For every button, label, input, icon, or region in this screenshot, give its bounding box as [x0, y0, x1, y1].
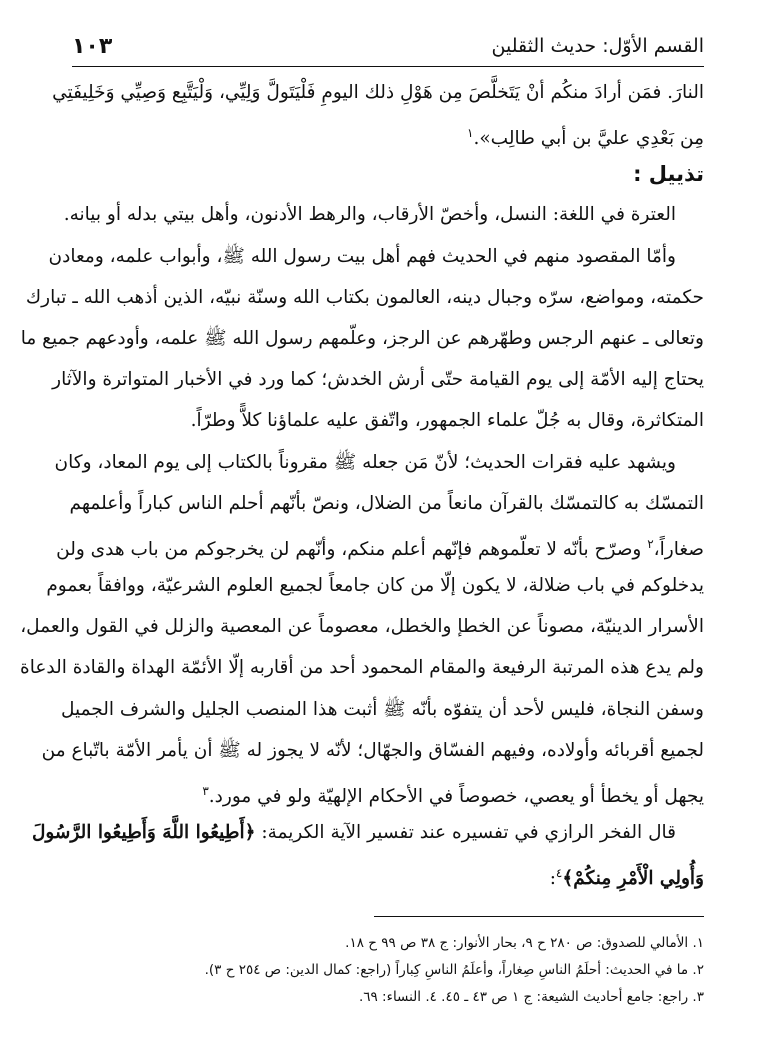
text-segment: صغاراً، [653, 539, 704, 561]
text-segment: وصرّح بأنّه لا تعلّموهم فإنّهم أعلم منكم، وأنّهم لن يخرجوكم من باب هدى ولن [56, 539, 648, 561]
footnote-divider [374, 916, 704, 917]
text-line: النارَ. فمَن أرادَ منكُم أنْ يَتَخلَّصَ مِن هَوْلِ ذلك اليومِ فَلْيَتَولَّ وَلِيِّي، وَلْيَتَّبِع وَصِيِّي وَخَلِيفَتِي [52, 82, 704, 103]
quran-verse: وَأُولِي الْأَمْرِ مِنكُمْ﴾ [562, 868, 704, 890]
running-header [72, 26, 704, 67]
text-segment: مِن بَعْدِي عليَّ بن أبي طالِب». [473, 128, 704, 150]
text-line: حكمته، ومواضع، سرّه وجبال دينه، العالمون بكتاب الله وسنّة نبيّه، الذين أذهب الله ـ تبارك [25, 286, 704, 308]
text-line: وتعالى ـ عنهم الرجس وطهّرهم عن الرجز، وعلّمهم رسول الله ﷺ علمه، وأودعهم جميع ما [20, 327, 704, 349]
text-line: وسفن النجاة، فليس لأحد أن يتفوّه بأنّه ﷺ أثبت هذا المنصب الجليل والشرف الجميل [61, 698, 704, 720]
footnote: ١. الأمالي للصدوق: ص ٢٨٠ ح ٩، بحار الأنوار: ج ٣٨ ص ٩٩ ح ١٨. [345, 935, 704, 951]
footnote: ٢. ما في الحديث: أحلَمُ الناسِ صِغاراً، وأعلَمُ الناسِ كِباراً (راجع: كمال الدين: ص ٢٥٤ ح ٣). [204, 962, 704, 978]
footnote: ٣. راجع: جامع أحاديث الشيعة: ج ١ ص ٤٣ ـ ٤٥. ٤. النساء: ٦٩. [358, 989, 704, 1005]
text-line: التمسّك به كالتمسّك بالقرآن مانعاً من الضلال، ونصّ بأنّهم أحلم الناس كباراً وأعلمهم [69, 492, 704, 514]
text-line: الأسرار الدينيّة، مصوناً عن الخطإ والخطل، معصوماً عن المعصية والزلل في القول والعمل، [20, 616, 704, 638]
text-line [72, 113, 704, 154]
text-segment: : [549, 868, 556, 890]
page-number: ١٠٣ [72, 33, 113, 59]
text-line [72, 853, 704, 894]
text-line: لجميع أقربائه وأولاده، وفيهم الفسّاق والجهّال؛ لأنّه لا يجوز له ﷺ أن يأمر الأمّة باتّباع من [41, 739, 704, 761]
text-segment: قال الفخر الرازي في تفسيره عند تفسير الآية الكريمة: [255, 822, 676, 844]
text-line [72, 771, 704, 812]
text-line: وأمّا المقصود منهم في الحديث فهم أهل بيت رسول الله ﷺ، وأبواب علمه، ومعادن [48, 245, 676, 267]
text-line: العترة في اللغة: النسل، وأخصّ الأرقاب، والرهط الأدنون، وأهل بيتي بدله أو بيانه. [63, 204, 676, 226]
section-heading: تذييل : [633, 162, 704, 187]
footnote-marker: ٣ [202, 784, 209, 798]
text-line [31, 812, 704, 853]
text-line: يحتاج إليه الأمّة إلى يوم القيامة حتّى أرش الخدش؛ كما ورد في الأخبار المتواترة والآثار [52, 369, 704, 391]
text-line: المتكاثرة، وقال به جُلّ علماء الجمهور، واتّفق عليه علماؤنا كلاًّ وطرّاً. [190, 410, 704, 432]
main-text [20, 72, 704, 895]
footnote-marker: ٢ [647, 536, 654, 551]
text-line [56, 524, 704, 565]
text-line: ولم يدع هذه المرتبة الرفيعة والمقام المحمود أحد من أقاربه إلّا الأئمّة الهداة والقادة الدعاة [20, 657, 704, 679]
text-line: ويشهد عليه فقرات الحديث؛ لأنّ مَن جعله ﷺ مقروناً بالكتاب إلى يوم المعاد، وكان [54, 451, 676, 473]
quran-verse: ﴿أَطِيعُوا اللَّهَ وَأَطِيعُوا الرَّسُولَ [31, 822, 256, 844]
footnote-marker: ١ [467, 126, 474, 141]
footnote-marker: ٤ [555, 866, 563, 881]
text-line: يدخلوكم في باب ضلالة، لا يكون إلّا من كان جامعاً لجميع العلوم الشرعيّة، ووافقاً بعموم [46, 575, 704, 597]
header-title: القسم الأوّل: حديث الثقلين [491, 35, 704, 57]
footnotes [72, 930, 704, 1011]
text-segment: يجهل أو يخطأ أو يعصي، خصوصاً في الأحكام الإلهيّة ولو في مورد. [208, 786, 704, 808]
